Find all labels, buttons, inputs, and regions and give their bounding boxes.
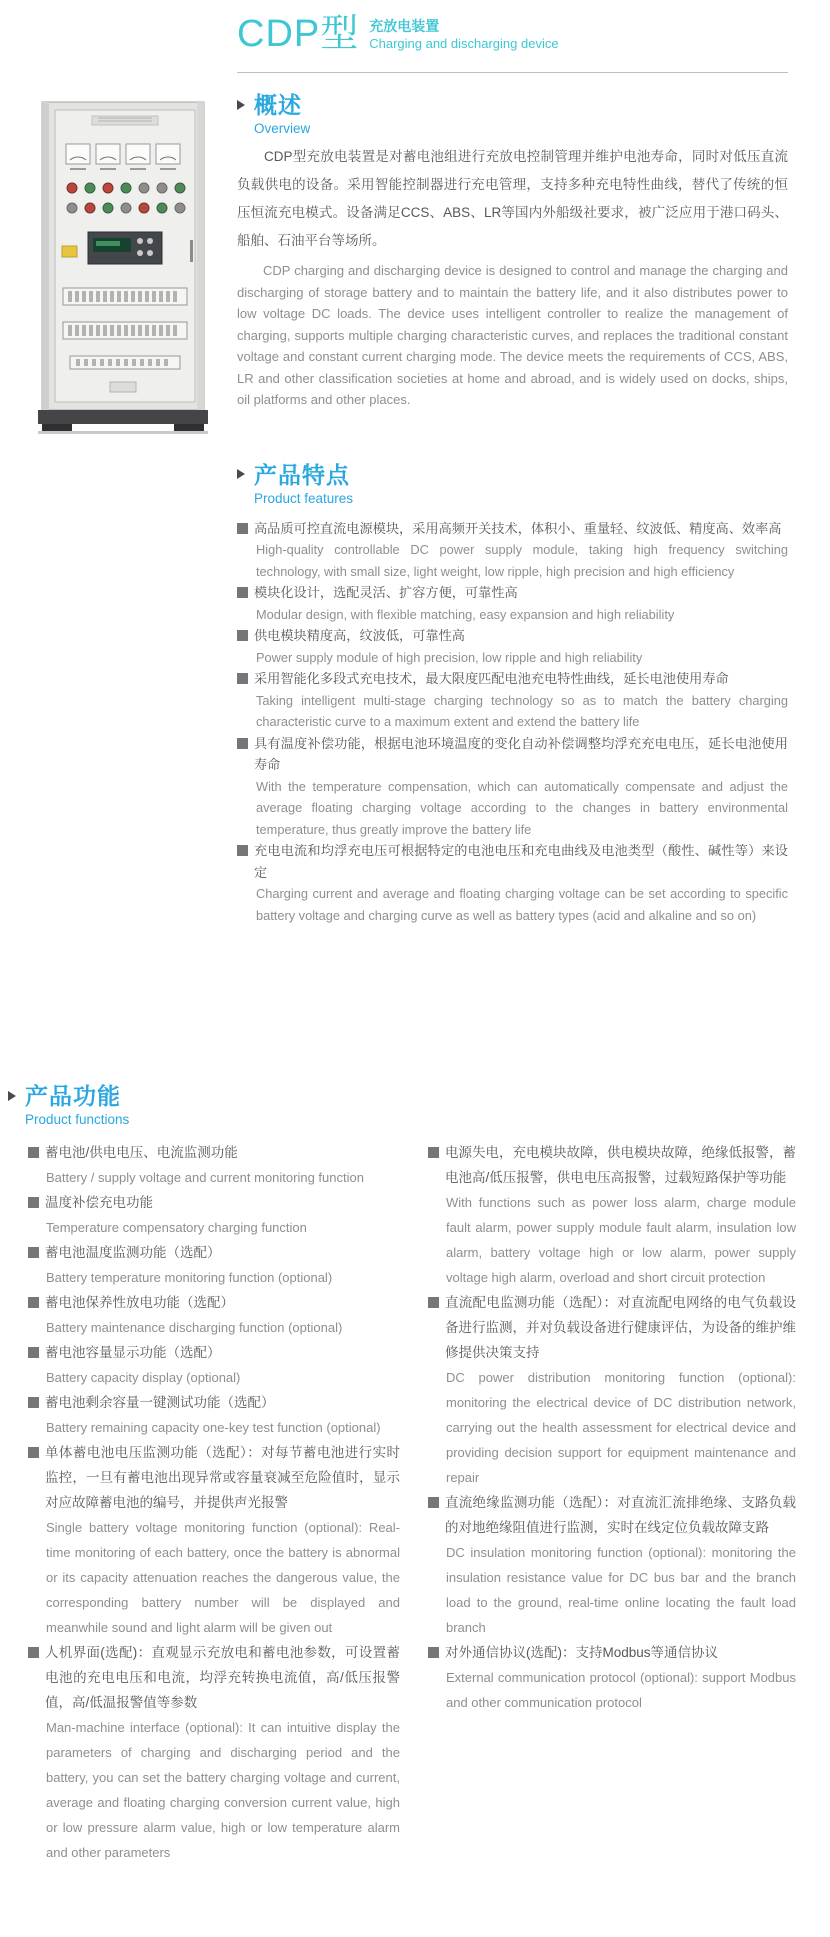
right-triangle-icon bbox=[237, 100, 245, 110]
function-text-cn: 对外通信协议(选配)：支持Modbus等通信协议 bbox=[445, 1645, 719, 1660]
feature-text-en: Modular design, with flexible matching, easy expansion and high reliability bbox=[256, 606, 675, 622]
page-subtitle-en: Charging and discharging device bbox=[369, 36, 559, 51]
overview-paragraph-cn: CDP型充放电装置是对蓄电池组进行充放电控制管理并维护电池寿命，同时对低压直流负载供电的设备。采用智能控制器进行充电管理，支持多种充电特性曲线，替代了传统的恒压恒流充电模式。设备满足CCS、ABS、LR等国内外船级社要求，被广泛应用于港口码头、船舶、石油平台等场所。 bbox=[237, 149, 788, 248]
function-text-en: Battery temperature monitoring function (optional) bbox=[46, 1270, 333, 1285]
function-item bbox=[28, 1290, 400, 1340]
page-subtitle bbox=[369, 17, 558, 52]
overview-heading-en: Overview bbox=[254, 121, 311, 136]
feature-text-en: With the temperature compensation, which can automatically compensate and adjust the average floating charging voltage according to the changes in battery environmental temperature, thus greatly improve the battery life bbox=[256, 778, 788, 837]
main-column bbox=[237, 10, 788, 926]
feature-text-en: Power supply module of high precision, low ripple and high reliability bbox=[256, 649, 643, 665]
feature-text-en: Taking intelligent multi-stage charging technology so as to match the battery charging characteristic curve to a maximum extent and extend the battery life bbox=[256, 692, 788, 729]
function-item bbox=[28, 1240, 400, 1290]
function-text-cn: 直流配电监测功能（选配）：对直流配电网络的电气负载设备进行监测，并对负载设备进行健康评估，为设备的维护维修提供决策支持 bbox=[445, 1295, 796, 1360]
function-text-cn: 蓄电池剩余容量一键测试功能（选配） bbox=[45, 1395, 275, 1410]
function-text-cn: 单体蓄电池电压监测功能（选配）：对每节蓄电池进行实时监控，一旦有蓄电池出现异常或容量衰减至危险值时，显示对应故障蓄电池的编号，并提供声光报警 bbox=[45, 1445, 400, 1510]
functions-left-column bbox=[28, 1140, 400, 1865]
overview-heading-cn: 概述 bbox=[254, 92, 302, 118]
feature-text-cn: 供电模块精度高，纹波低，可靠性高 bbox=[254, 628, 465, 643]
square-bullet-icon bbox=[428, 1647, 439, 1658]
feature-item bbox=[237, 518, 788, 583]
square-bullet-icon bbox=[237, 630, 248, 641]
function-text-cn: 蓄电池容量显示功能（选配） bbox=[45, 1345, 221, 1360]
features-list bbox=[237, 518, 788, 927]
square-bullet-icon bbox=[28, 1647, 39, 1658]
function-text-en: Battery remaining capacity one-key test function (optional) bbox=[46, 1420, 381, 1435]
square-bullet-icon bbox=[237, 523, 248, 534]
square-bullet-icon bbox=[428, 1297, 439, 1308]
square-bullet-icon bbox=[237, 673, 248, 684]
function-text-en: Single battery voltage monitoring function (optional): Real-time monitoring of each battery, once the battery is abnormal or its capacity attenuation reaches the dangerous value, the corresponding battery number will be displayed and meanwhile sound and light alarm will be given out bbox=[46, 1520, 400, 1635]
feature-item bbox=[237, 582, 788, 625]
function-text-cn: 蓄电池保养性放电功能（选配） bbox=[45, 1295, 234, 1310]
function-text-en: DC power distribution monitoring function (optional): monitoring the electrical device of DC distribution network, carrying out the health assessment for electrical device and providing decision support for equipment maintenance and repair bbox=[446, 1370, 796, 1485]
square-bullet-icon bbox=[28, 1347, 39, 1358]
title-divider bbox=[237, 72, 788, 73]
square-bullet-icon bbox=[28, 1247, 39, 1258]
feature-text-en: Charging current and average and floating charging voltage can be set according to specific battery voltage and charging curve as well as battery types (acid and alkaline and so on) bbox=[256, 886, 788, 923]
feature-text-en: High-quality controllable DC power supply module, taking high frequency switching technology, with small size, light weight, low ripple, high precision and high efficiency bbox=[256, 542, 788, 579]
functions-right-column bbox=[428, 1140, 796, 1865]
functions-section bbox=[8, 1078, 808, 1865]
feature-text-cn: 高品质可控直流电源模块，采用高频开关技术，体积小、重量轻、纹波低、精度高、效率高 bbox=[254, 520, 782, 536]
features-section-heading bbox=[237, 457, 788, 506]
product-photo bbox=[30, 100, 216, 435]
function-text-en: Battery maintenance discharging function (optional) bbox=[46, 1320, 343, 1335]
square-bullet-icon bbox=[28, 1147, 39, 1158]
function-item bbox=[28, 1640, 400, 1865]
feature-text-cn: 充电电流和均浮充电压可根据特定的电池电压和充电曲线及电池类型（酸性、碱性等）来设定 bbox=[254, 843, 788, 880]
features-heading-en: Product features bbox=[254, 490, 354, 506]
function-item bbox=[28, 1340, 400, 1390]
function-item bbox=[28, 1390, 400, 1440]
function-item bbox=[28, 1190, 400, 1240]
feature-item bbox=[237, 625, 788, 668]
feature-text-cn: 具有温度补偿功能，根据电池环境温度的变化自动补偿调整均浮充充电电压，延长电池使用寿命 bbox=[254, 735, 788, 772]
square-bullet-icon bbox=[28, 1197, 39, 1208]
page-subtitle-cn: 充放电装置 bbox=[369, 18, 440, 34]
feature-text-cn: 模块化设计，选配灵活、扩容方便，可靠性高 bbox=[254, 585, 518, 600]
function-text-cn: 人机界面(选配)：直观显示充放电和蓄电池参数，可设置蓄电池的充电电压和电流，均浮充转换电流值，高/低压报警值，高/低温报警值等参数 bbox=[45, 1645, 400, 1710]
functions-heading-en: Product functions bbox=[25, 1112, 130, 1127]
page-title-block bbox=[237, 10, 788, 66]
function-text-cn: 直流绝缘监测功能（选配）：对直流汇流排绝缘、支路负载的对地绝缘阻值进行监测，实时在线定位负载故障支路 bbox=[445, 1495, 796, 1535]
right-triangle-icon bbox=[237, 469, 245, 479]
feature-item bbox=[237, 840, 788, 926]
square-bullet-icon bbox=[237, 845, 248, 856]
features-heading-cn: 产品特点 bbox=[254, 461, 350, 488]
square-bullet-icon bbox=[28, 1447, 39, 1458]
functions-columns bbox=[8, 1140, 808, 1865]
function-text-en: Battery capacity display (optional) bbox=[46, 1370, 241, 1385]
function-text-cn: 蓄电池/供电电压、电流监测功能 bbox=[45, 1145, 238, 1160]
function-item bbox=[428, 1490, 796, 1640]
charging-cabinet-photo bbox=[30, 100, 216, 435]
functions-section-heading bbox=[8, 1078, 808, 1127]
function-item bbox=[28, 1140, 400, 1190]
functions-heading-cn: 产品功能 bbox=[25, 1083, 121, 1109]
function-text-en: With functions such as power loss alarm, charge module fault alarm, power supply module fault alarm, insulation low alarm, battery voltage high or low alarm, power supply voltage high alarm, overload and short circuit protection bbox=[446, 1195, 796, 1285]
feature-text-cn: 采用智能化多段式充电技术，最大限度匹配电池充电特性曲线，延长电池使用寿命 bbox=[254, 671, 729, 686]
function-text-en: External communication protocol (optional): support Modbus and other communication protocol bbox=[446, 1670, 796, 1710]
square-bullet-icon bbox=[28, 1297, 39, 1308]
function-text-cn: 电源失电，充电模块故障，供电模块故障，绝缘低报警，蓄电池高/低压报警，供电电压高报警，过载短路保护等功能 bbox=[445, 1145, 796, 1185]
function-item bbox=[428, 1640, 796, 1715]
square-bullet-icon bbox=[237, 587, 248, 598]
function-text-en: Temperature compensatory charging function bbox=[46, 1220, 307, 1235]
function-text-en: Man-machine interface (optional): It can intuitive display the parameters of charging and discharging period and the battery, you can set the battery charging voltage and current, average and floating charging conversion current value, high or low pressure alarm value, high or low temperature alarm and other parameters bbox=[46, 1720, 400, 1860]
overview-section-heading bbox=[237, 87, 788, 136]
function-text-en: Battery / supply voltage and current monitoring function bbox=[46, 1170, 364, 1185]
function-item bbox=[28, 1440, 400, 1640]
function-item bbox=[428, 1140, 796, 1290]
right-triangle-icon bbox=[8, 1091, 16, 1101]
function-item bbox=[428, 1290, 796, 1490]
square-bullet-icon bbox=[428, 1497, 439, 1508]
page-title: CDP型 bbox=[237, 13, 360, 55]
feature-item bbox=[237, 668, 788, 733]
function-text-cn: 温度补偿充电功能 bbox=[45, 1195, 153, 1210]
square-bullet-icon bbox=[237, 738, 248, 749]
function-text-en: DC insulation monitoring function (optional): monitoring the insulation resistance value for DC bus bar and the branch load to the ground, real-time online locating the fault load branch bbox=[446, 1545, 796, 1635]
overview-paragraph-en: CDP charging and discharging device is designed to control and manage the charging and discharging of storage battery and to maintain the battery life, and it also distributes power to low voltage DC loads. The device uses intelligent controller to realize the management of charging, supports multiple charging characteristic curves, and replaces the traditional constant voltage and constant current charging mode. The device meets the requirements of CCS, ABS, LR and other classification societies at home and abroad, and is widely used on docks, ships, oil platforms and other places. bbox=[237, 263, 788, 407]
square-bullet-icon bbox=[428, 1147, 439, 1158]
feature-item bbox=[237, 733, 788, 841]
function-text-cn: 蓄电池温度监测功能（选配） bbox=[45, 1245, 221, 1260]
square-bullet-icon bbox=[28, 1397, 39, 1408]
